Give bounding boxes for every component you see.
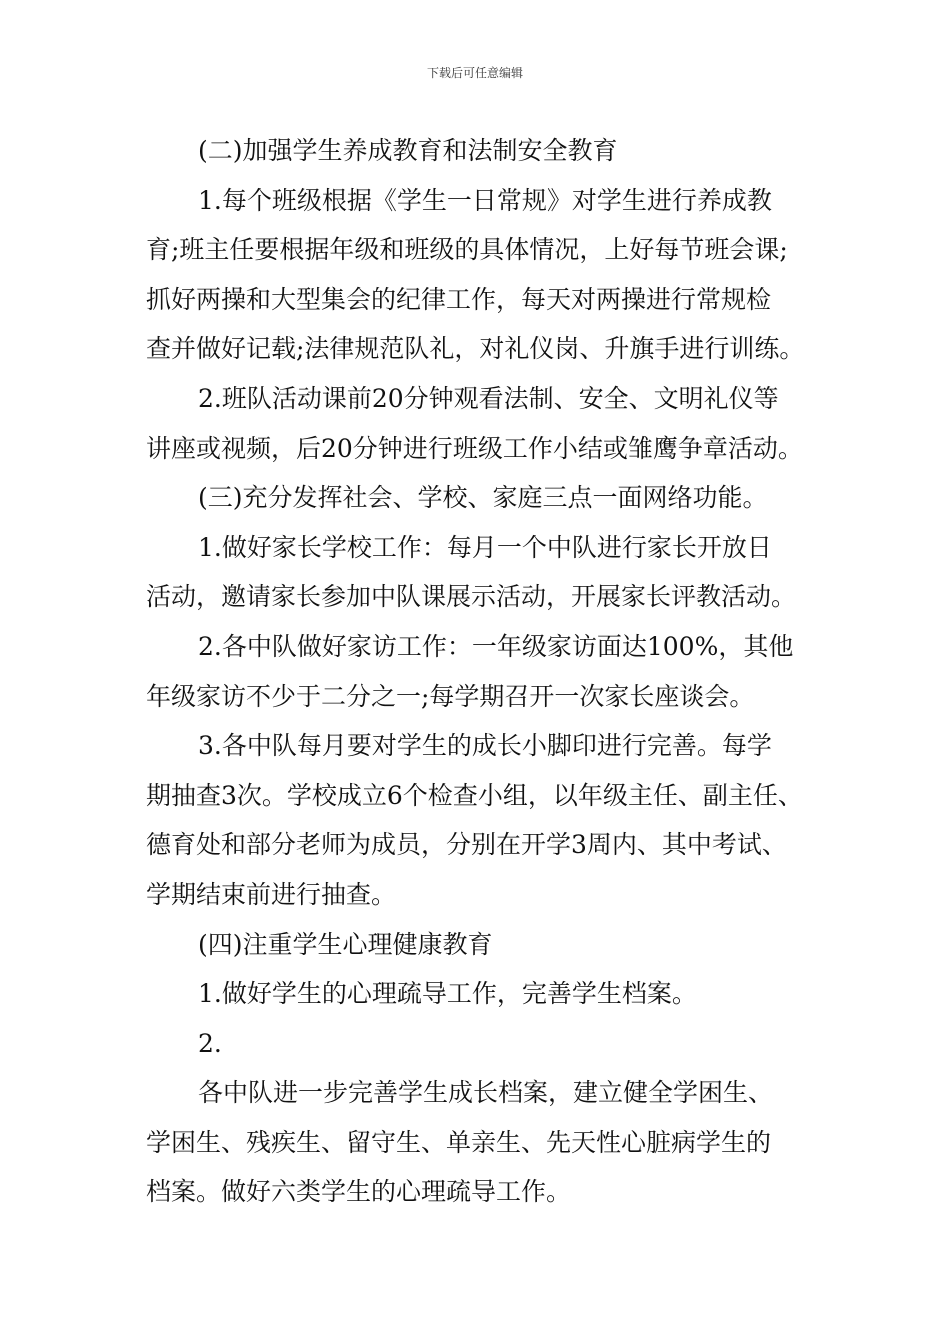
text-line: (二)加强学生养成教育和法制安全教育 bbox=[198, 136, 618, 165]
text-line: 德育处和部分老师为成员，分别在开学3周内、其中考试、 bbox=[146, 830, 787, 860]
text-line: 各中队进一步完善学生成长档案，建立健全学困生、 bbox=[198, 1078, 774, 1108]
text-line: 育;班主任要根据年级和班级的具体情况，上好每节班会课; bbox=[146, 235, 788, 265]
text-line: 1.做好学生的心理疏导工作，完善学生档案。 bbox=[198, 979, 697, 1009]
document-body bbox=[146, 126, 836, 1217]
text-line: 2.各中队做好家访工作：一年级家访面达100%，其他 bbox=[198, 631, 794, 661]
text-line: (四)注重学生心理健康教育 bbox=[198, 929, 493, 959]
text-line: 1.每个班级根据《学生一日常规》对学生进行养成教 bbox=[198, 185, 772, 215]
text-line: 1.做好家长学校工作：每月一个中队进行家长开放日 bbox=[198, 532, 772, 562]
text-line: (三)充分发挥社会、学校、家庭三点一面网络功能。 bbox=[198, 483, 768, 513]
text-line: 年级家访不少于二分之一;每学期召开一次家长座谈会。 bbox=[146, 681, 755, 711]
text-line: 档案。做好六类学生的心理疏导工作。 bbox=[146, 1177, 572, 1207]
page-header: 下载后可任意编辑 bbox=[426, 66, 523, 80]
text-line: 活动，邀请家长参加中队课展示活动，开展家长评教活动。 bbox=[146, 582, 797, 612]
text-line: 学期结束前进行抽查。 bbox=[146, 879, 397, 909]
text-line: 2. bbox=[198, 1028, 222, 1058]
text-line: 学困生、残疾生、留守生、单亲生、先天性心脏病学生的 bbox=[146, 1127, 772, 1157]
text-line: 2.班队活动课前20分钟观看法制、安全、文明礼仪等 bbox=[198, 383, 779, 413]
text-line: 查并做好记载;法律规范队礼，对礼仪岗、升旗手进行训练。 bbox=[146, 334, 805, 364]
text-line: 讲座或视频，后20分钟进行班级工作小结或雏鹰争章活动。 bbox=[146, 433, 803, 463]
text-line: 抓好两操和大型集会的纪律工作，每天对两操进行常规检 bbox=[146, 284, 772, 314]
text-line: 期抽查3次。学校成立6个检查小组，以年级主任、副主任、 bbox=[146, 780, 803, 810]
text-line: 3.各中队每月要对学生的成长小脚印进行完善。每学 bbox=[198, 731, 772, 761]
